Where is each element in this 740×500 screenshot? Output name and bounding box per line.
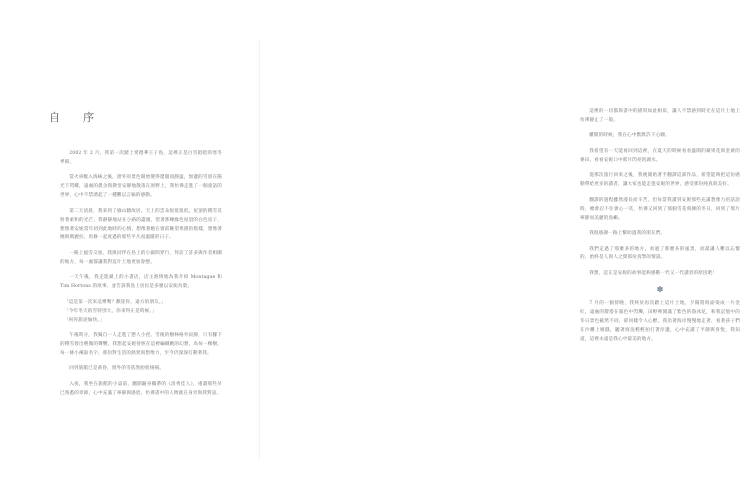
paragraph: 午後時分，我獨自一人走進了戀人小徑。雪後的樹林格外寂靜，只有腳下的積雪發出輕微的聲響。我想起安妮曾經在這裡編織她的幻想，為每一棵樹、每一條小溪取名字，那份對生活的熱愛與想像力，至今仍深深打動著我。 [60,333,222,356]
right-page [260,0,740,500]
paragraph: 我很感謝一路上幫助過我的朋友們。 [589,231,666,237]
paragraph: 翻譯的過程雖然漫長而辛苦，但每當我讀到安妮那些充滿想像力的話語時，總會忍不住會心一笑，彷彿又回到了那個雪花飛舞的冬日，回到了那片寧靜而美麗的島嶼。 [580,197,740,221]
paragraph: 入夜，我坐在旅館的小桌前，翻開隨身攜帶的《清秀佳人》，重讀那些早已熟悉的章節，心中充滿了寧靜與感恩，彷彿書中的人物就在身旁與我對話。 [60,381,222,396]
paragraph: 回到旅館已是黃昏，窗外的雪依然紛紛揚揚。 [69,366,165,372]
paragraph: 我們走過了那麼多的地方，看過了那麼多的風景，而最讓人難以忘懷的，始終是人與人之間那份真摯的情誼。 [580,246,740,261]
paragraph: 第二天清晨，我來到了綠山牆故居。天上的雲朵很低很低，屋頂的積雪反射著柔和的光芒，我靜靜地站在小路的盡頭，望著那棟綠色屋頂的白色房子，想像著安妮當年初到此地時的心情，想像著她在窗前眺望果園的模樣，想像著她與瑪麗拉、馬修一起度過的那些平凡而溫暖的日子。 [60,208,222,241]
paragraph: 從那次旅行回來之後，我便開始著手翻譯這部作品，希望能夠把這份感動帶給更多的讀者，讓大家也能走進安妮的世界，感受那份純真與美好。 [580,173,740,188]
flower-ornament-icon: ✽ [656,285,664,295]
paragraph: 一路上風雪交加，我與同伴在島上的小鎮間穿行，拜訪了許多與作者相關的地方，每一處都讓我對這片土地更加眷戀。 [60,250,222,265]
left-text-column [60,150,222,405]
chapter-title: 自 序 [49,111,100,124]
paragraph: 7 月的一個傍晚，我終於再次踏上這片土地，夕陽將海面染成一片金紅，遠處的燈塔在暮色中閃爍，田野裡開滿了紫色的魯冰花，和我記憶中的冬日景色截然不同，卻同樣令人心醉。我沿著海岸慢慢地走著，看著孩子們在沙灘上嬉戲，聽著海浪輕輕拍打著岸邊，心中充滿了平靜與喜悅，我知道，這裡永遠是我心中最美的地方。 [580,301,740,343]
quote-line: 「今年冬天的雪特別大，你來得正是時候。」 [64,308,157,314]
right-text-column [580,108,740,352]
paragraph: 一天午後，我走進鎮上的小書店，店主熱情地為我介紹 Montague 和 Tim Hortons 的故事，並告訴我島上居民是多麼以安妮為榮。 [60,275,222,290]
paragraph: 2002 年 2 月，我第一次踏上愛德華王子島，這裡正是白雪皚皚的寒冬季節。 [60,151,222,165]
paragraph: 我希望有一天能再回到這裡，在夏天的時候看看盛開的蘋果花與金黃的麥田，看看安妮口中那片閃亮的湖水。 [580,148,740,163]
left-page [0,0,260,500]
paragraph: 離開的時候，我在心中默默許下心願。 [589,133,670,139]
paragraph: 當火車駛入海峽之後，窗外的景色開始變得遼闊而靜謐，無邊的雪原在陽光下閃耀，遠處的農舍與教堂安靜地散落在原野上，我彷彿走進了一個童話的世界，心中不禁湧起了一種難以言喻的感動。 [60,175,222,199]
paragraph: 這裡的一切都與書中的描寫如此相似，讓人不禁感到時光在這片土地上彷彿靜止了一般。 [580,109,740,123]
quote-line: 「祝你旅途愉快。」 [64,317,105,323]
quote-line: 「這是第一次來這裡嗎？歡迎你，遠方的朋友。」 [64,299,167,305]
paragraph: 我想，這正是安妮的故事能夠感動一代又一代讀者的原因吧！ [589,270,718,276]
